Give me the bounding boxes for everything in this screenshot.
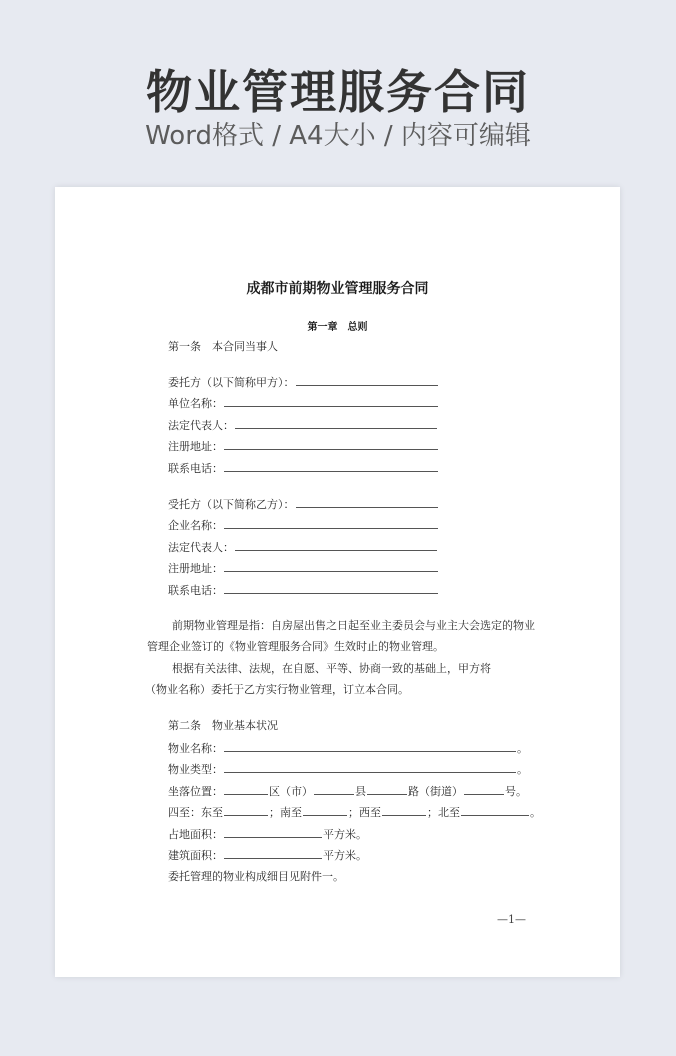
land-area-blank[interactable] — [224, 826, 322, 838]
document-body — [55, 187, 620, 977]
document-title: 成都市前期物业管理服务合同 — [246, 281, 429, 297]
north-blank[interactable] — [461, 804, 529, 816]
party-b-heading: 受托方（以下简称乙方）： — [168, 498, 295, 511]
party-a-field-row — [168, 438, 439, 455]
party-a-heading-row — [168, 374, 439, 391]
party-b-field-row — [168, 539, 438, 556]
page-number: —1— — [497, 913, 526, 926]
property-bounds-row — [168, 804, 541, 821]
district-text: 区（市） — [269, 785, 313, 798]
period: 。 — [530, 806, 541, 819]
document-page — [55, 187, 620, 977]
hero-title: 物业管理服务合同 — [146, 65, 530, 119]
area-unit: 平方米。 — [323, 828, 367, 841]
hero-subtitle: Word格式 / A4大小 / 内容可编辑 — [145, 121, 531, 151]
party-a-field-blank[interactable] — [224, 438, 438, 450]
party-b-field-blank[interactable] — [224, 582, 438, 594]
party-a-field-label: 单位名称： — [168, 397, 223, 410]
party-a-blank[interactable] — [296, 374, 438, 386]
party-b-field-row — [168, 517, 439, 534]
party-b-field-blank[interactable] — [235, 539, 437, 551]
area-unit: 平方米。 — [323, 849, 367, 862]
paragraph-1-line-2: 管理企业签订的《物业管理服务合同》生效时止的物业管理。 — [147, 640, 444, 653]
party-b-heading-row — [168, 496, 439, 513]
party-a-field-row — [168, 395, 439, 412]
party-b-field-label: 联系电话： — [168, 584, 223, 597]
party-a-field-label: 联系电话： — [168, 462, 223, 475]
party-a-field-label: 法定代表人： — [168, 419, 234, 432]
building-area-blank[interactable] — [224, 847, 322, 859]
district-blank[interactable] — [224, 783, 268, 795]
party-a-field-row — [168, 460, 439, 477]
bounds-north-label: ；北至 — [427, 806, 460, 819]
south-blank[interactable] — [303, 804, 347, 816]
bounds-west-label: ；西至 — [348, 806, 381, 819]
chapter-heading: 第一章 总则 — [307, 322, 368, 333]
east-blank[interactable] — [224, 804, 268, 816]
party-a-field-blank[interactable] — [224, 460, 438, 472]
building-area-label: 建筑面积： — [168, 849, 223, 862]
paragraph-1-line-1: 前期物业管理是指：自房屋出售之日起至业主委员会与业主大会选定的物业 — [172, 619, 535, 632]
location-label: 坐落位置： — [168, 785, 223, 798]
county-blank[interactable] — [314, 783, 354, 795]
party-a-field-blank[interactable] — [235, 417, 437, 429]
article-2-heading: 第二条 物业基本状况 — [168, 719, 278, 732]
number-blank[interactable] — [464, 783, 504, 795]
property-type-blank[interactable] — [224, 761, 516, 773]
party-b-field-blank[interactable] — [224, 560, 438, 572]
building-area-row — [168, 847, 367, 864]
party-b-field-label: 法定代表人： — [168, 541, 234, 554]
party-a-field-label: 注册地址： — [168, 440, 223, 453]
party-b-field-label: 企业名称： — [168, 519, 223, 532]
bounds-south-label: ；南至 — [269, 806, 302, 819]
county-text: 县 — [355, 785, 366, 798]
party-b-field-row — [168, 582, 439, 599]
article-1-heading: 第一条 本合同当事人 — [168, 340, 278, 353]
property-type-row — [168, 761, 528, 778]
land-area-row — [168, 826, 367, 843]
party-a-field-blank[interactable] — [224, 395, 438, 407]
property-name-label: 物业名称： — [168, 742, 223, 755]
bounds-east-label: 四至：东至 — [168, 806, 223, 819]
period: 。 — [517, 742, 528, 755]
party-b-field-blank[interactable] — [224, 517, 438, 529]
party-b-field-label: 注册地址： — [168, 562, 223, 575]
party-b-field-row — [168, 560, 439, 577]
road-text: 路（街道） — [408, 785, 463, 798]
road-blank[interactable] — [367, 783, 407, 795]
land-area-label: 占地面积： — [168, 828, 223, 841]
property-name-row — [168, 740, 528, 757]
party-a-field-row — [168, 417, 438, 434]
west-blank[interactable] — [382, 804, 426, 816]
detail-note: 委托管理的物业构成细目见附件一。 — [168, 870, 344, 883]
property-type-label: 物业类型： — [168, 763, 223, 776]
party-a-heading: 委托方（以下简称甲方）： — [168, 376, 295, 389]
paragraph-2-line-2: （物业名称）委托于乙方实行物业管理，订立本合同。 — [145, 683, 409, 696]
number-text: 号。 — [505, 785, 527, 798]
paragraph-2-line-1: 根据有关法律、法规，在自愿、平等、协商一致的基础上，甲方将 — [172, 662, 491, 675]
party-b-blank[interactable] — [296, 496, 438, 508]
property-location-row — [168, 783, 527, 800]
property-name-blank[interactable] — [224, 740, 516, 752]
period: 。 — [517, 763, 528, 776]
